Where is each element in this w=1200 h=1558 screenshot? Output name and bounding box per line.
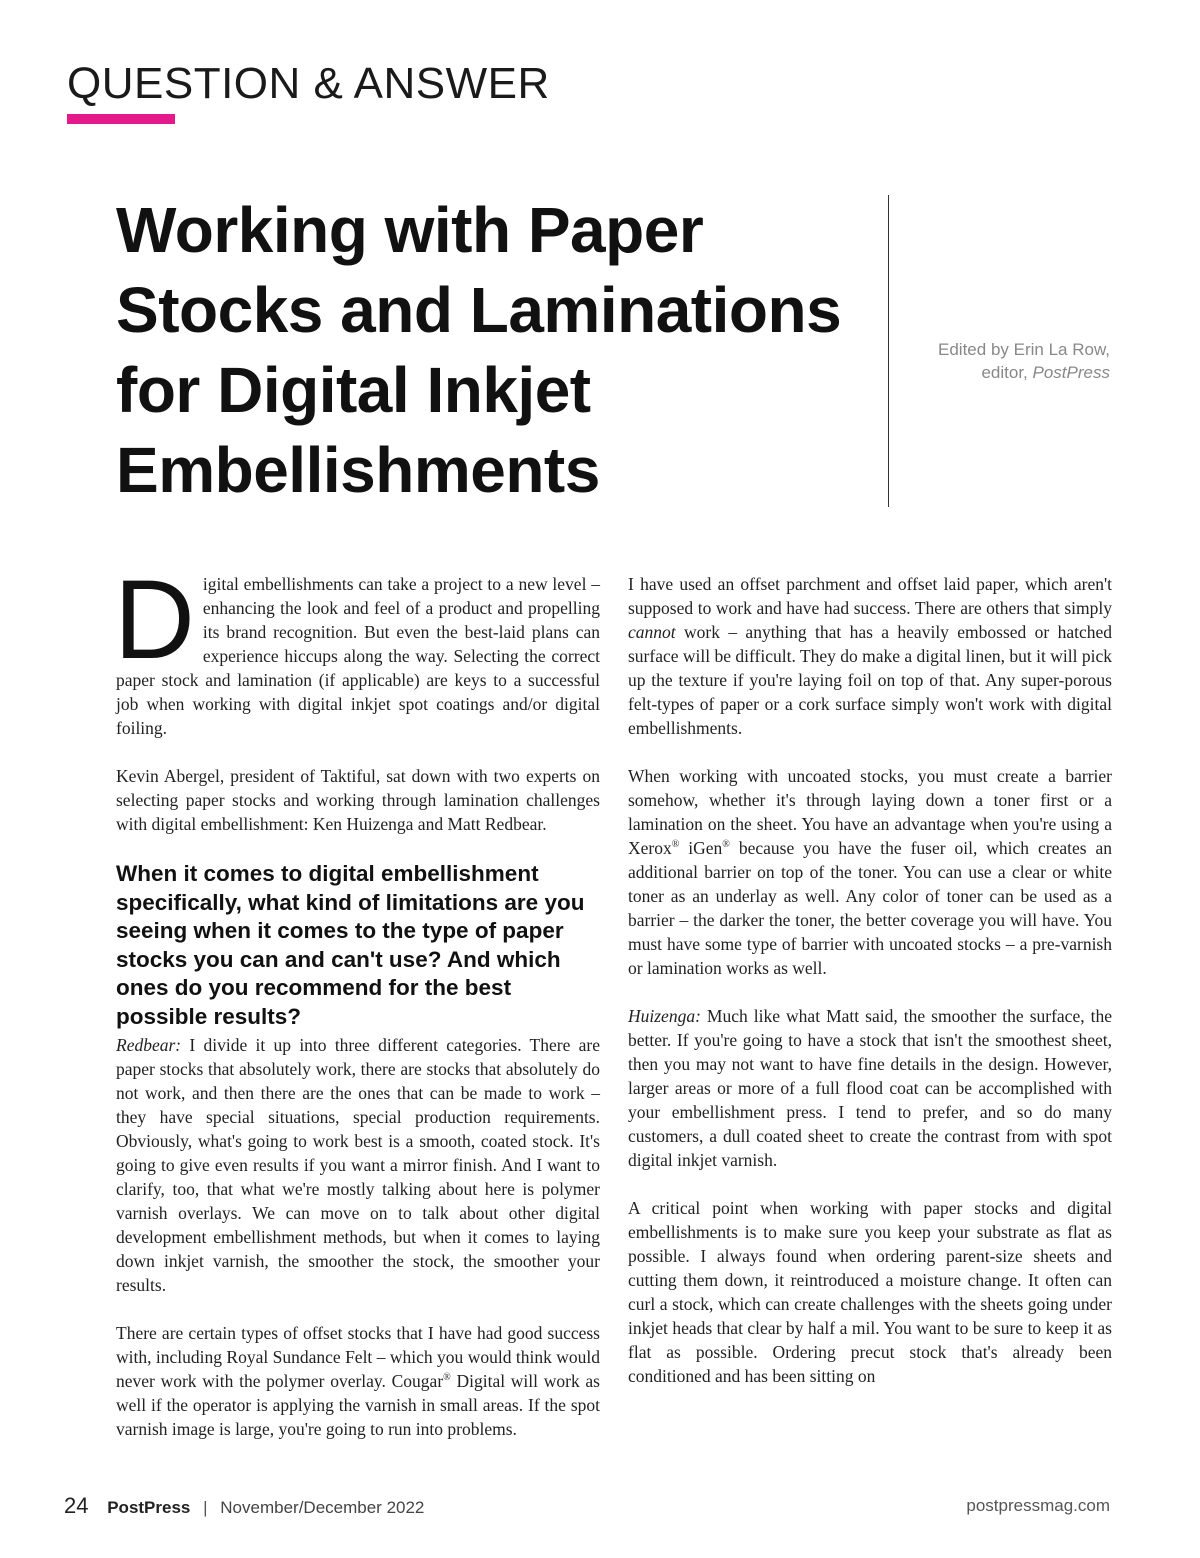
speaker-redbear: Redbear:	[116, 1035, 182, 1055]
answer-huizenga	[628, 1004, 1112, 1172]
offset-text-a: There are certain types of offset stocks that I have had good success with, including Royal Sundance Felt – which you would think would never work with the polymer overlay. Cougar	[116, 1323, 600, 1391]
paragraph-offset-stocks	[116, 1321, 600, 1441]
drop-cap: D	[114, 557, 195, 682]
footer-url[interactable]: postpressmag.com	[966, 1496, 1110, 1515]
footer-separator: |	[203, 1498, 208, 1517]
byline-role	[938, 361, 1110, 384]
answer-redbear	[116, 1033, 600, 1297]
article-column-left	[114, 557, 600, 1465]
byline	[938, 338, 1110, 384]
footer-publication: PostPress	[107, 1498, 191, 1517]
uncoated-text-a: When working with uncoated stocks, you must create a barrier somehow, whether it's through laying down a toner first or a lamination on the sheet. You have an advantage when you're using a Xerox	[628, 766, 1112, 858]
title-divider	[888, 195, 889, 507]
paragraph-experts: Kevin Abergel, president of Taktiful, sat down with two experts on selecting paper stocks and working through lamination challenges with digital embellishment: Ken Huizenga and Matt Redbear.	[116, 766, 600, 834]
byline-role-prefix: editor,	[981, 363, 1028, 382]
paragraph-parchment	[628, 572, 1112, 740]
speaker-huizenga: Huizenga:	[628, 1006, 701, 1026]
registered-mark: ®	[722, 839, 730, 851]
parchment-emphasis: cannot	[628, 622, 676, 642]
question-heading: When it comes to digital embellishment specifically, what kind of limitations are you seeing when it comes to the type of paper stocks you can and can't use? And which ones do you recommend for the best possible results?	[116, 861, 585, 1029]
uncoated-text-c: because you have the fuser oil, which creates an additional barrier on top of the toner. You can use a clear or white toner as an underlay as well. Any color of toner can be used as a barrier – the darker the toner, the better coverage you will have. You must have some type of barrier with uncoated stocks – a pre-varnish or lamination works as well.	[628, 838, 1112, 978]
article-title: Working with Paper Stocks and Laminations for Digital Inkjet Embellishments	[116, 194, 842, 506]
footer-issue: November/December 2022	[220, 1498, 425, 1517]
registered-mark: ®	[671, 839, 680, 851]
paragraph-uncoated	[628, 764, 1112, 980]
article-column-right	[628, 572, 1112, 1412]
registered-mark: ®	[443, 1372, 451, 1384]
section-label: QUESTION & ANSWER	[67, 59, 550, 108]
byline-editor: Edited by Erin La Row,	[938, 340, 1110, 359]
paragraph-critical-point: A critical point when working with paper stocks and digital embellishments is to make sure you keep your substrate as flat as possible. I always found when ordering parent-size sheets and cutting them down, it reintroduced a moisture change. It often can curl a stock, which can create challenges with the sheets going under inkjet heads that clear by half a mil. You want to be sure to keep it as flat as possible. Ordering precut stock that's already been conditioned and has been sitting on	[628, 1198, 1112, 1386]
intro-paragraph	[114, 557, 600, 740]
intro-text: igital embellishments can take a project to a new level – enhancing the look and feel of a product and propelling its brand recognition. But even the best-laid plans can experience hiccups along the way. Selecting the correct paper stock and lamination (if applicable) are keys to a successful job when working with digital inkjet spot coatings and/or digital foiling.	[116, 574, 600, 738]
answer-huizenga-text: Much like what Matt said, the smoother the surface, the better. If you're going to have a stock that isn't the smoothest sheet, then you may not want to have fine details in the design. However, larger areas or more of a full flood coat can be accomplished with your embellishment press. I tend to prefer, and so do many customers, a dull coated sheet to create the contrast from with spot digital inkjet varnish.	[628, 1006, 1112, 1170]
parchment-text-b: work – anything that has a heavily embossed or hatched surface will be difficult. They do make a digital linen, but it will pick up the texture if you're laying foil on top of that. Any super-porous felt-types of paper or a cork surface simply won't work with digital embellishments.	[628, 622, 1112, 738]
parchment-text-a: I have used an offset parchment and offset laid paper, which aren't supposed to work and have had success. There are others that simply	[628, 574, 1112, 618]
offset-text-b: Digital will work as well if the operator is applying the varnish in small areas. If the spot varnish image is large, you're going to run into problems.	[116, 1371, 600, 1439]
byline-publication: PostPress	[1032, 363, 1110, 382]
page-number: 24	[64, 1493, 89, 1518]
page-footer	[64, 1493, 1110, 1519]
accent-bar	[67, 114, 175, 124]
uncoated-text-b: iGen	[679, 838, 723, 858]
answer-redbear-text: I divide it up into three different categories. There are paper stocks that absolutely work, there are stocks that absolutely do not work, and then there are the ones that can be made to work – they have special situations, special production requirements. Obviously, what's going to work best is a smooth, coated stock. It's going to give even results if you want a mirror finish. And I want to clarify, too, that what we're mostly talking about here is polymer varnish overlays. We can move on to talk about other digital development embellishment methods, but when it comes to laying down inkjet varnish, the smoother the stock, the smoother your results.	[116, 1035, 600, 1295]
